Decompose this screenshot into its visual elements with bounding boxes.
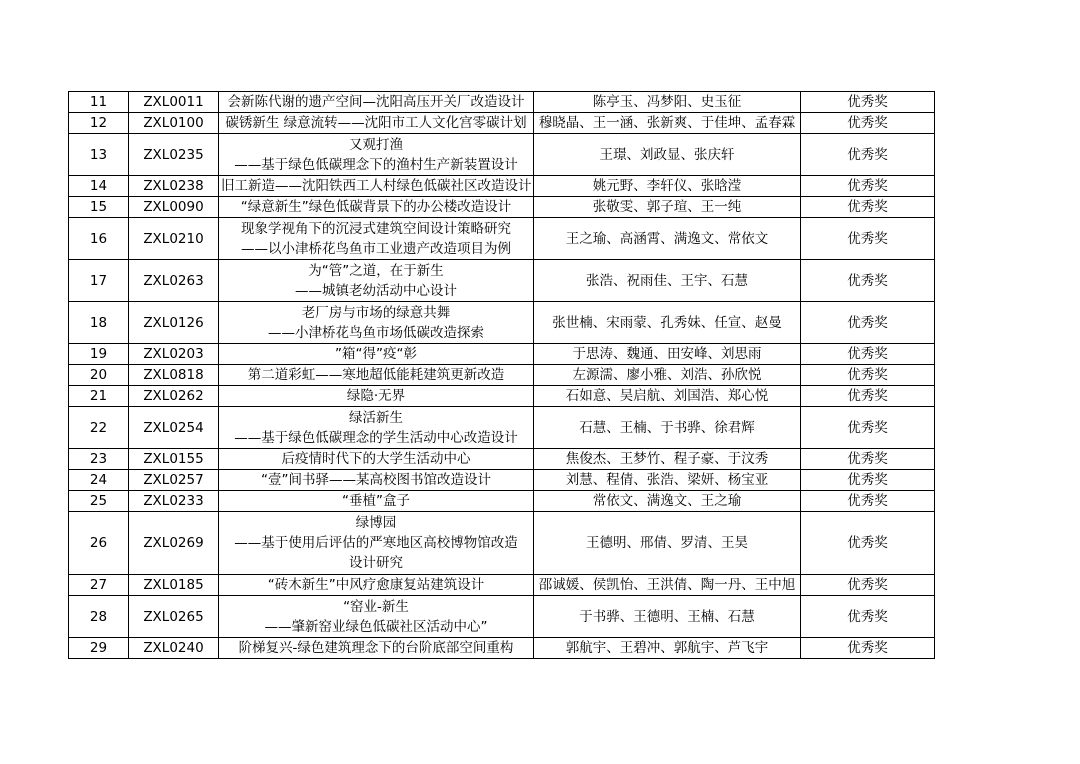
award-level: 优秀奖 (801, 92, 935, 113)
row-number: 16 (69, 218, 129, 260)
table-row (69, 407, 935, 449)
authors: 左源濡、廖小雅、刘浩、孙欣悦 (534, 365, 801, 386)
entry-code: ZXL0235 (129, 134, 219, 176)
project-title-line: “垂植”盒子 (342, 493, 410, 509)
awards-table-body (69, 92, 935, 659)
authors: 石如意、吴启航、刘国浩、郑心悦 (534, 386, 801, 407)
project-title (219, 470, 534, 491)
row-number: 20 (69, 365, 129, 386)
authors: 于思涛、魏通、田安峰、刘思雨 (534, 344, 801, 365)
award-level: 优秀奖 (801, 491, 935, 512)
row-number: 21 (69, 386, 129, 407)
project-title (219, 365, 534, 386)
row-number: 11 (69, 92, 129, 113)
authors: 张浩、祝雨佳、王宇、石慧 (534, 260, 801, 302)
project-title (219, 260, 534, 302)
table-row (69, 197, 935, 218)
project-title-line: 老厂房与市场的绿意共舞 (301, 304, 451, 321)
row-number: 22 (69, 407, 129, 449)
row-number: 24 (69, 470, 129, 491)
entry-code: ZXL0269 (129, 512, 219, 575)
authors: 张敬雯、郭子瑄、王一纯 (534, 197, 801, 218)
project-title-line: 现象学视角下的沉浸式建筑空间设计策略研究 (241, 220, 511, 237)
project-title-line: 设计研究 (349, 555, 403, 571)
project-title-line: 绿博园 (355, 515, 397, 531)
authors: 姚元野、李轩仪、张晗滢 (534, 176, 801, 197)
award-level: 优秀奖 (801, 260, 935, 302)
awards-table (68, 91, 935, 659)
row-number: 26 (69, 512, 129, 575)
row-number: 27 (69, 575, 129, 596)
entry-code: ZXL0262 (129, 386, 219, 407)
row-number: 18 (69, 302, 129, 344)
row-number: 13 (69, 134, 129, 176)
entry-code: ZXL0240 (129, 638, 219, 659)
entry-code: ZXL0238 (129, 176, 219, 197)
project-title-line: 旧工新造——沈阳铁西工人村绿色低碳社区改造设计 (221, 178, 532, 194)
project-title-line: ——城镇老幼活动中心设计 (295, 282, 457, 299)
project-title (219, 134, 534, 176)
table-row (69, 134, 935, 176)
table-row (69, 512, 935, 575)
authors: 穆晓晶、王一涵、张新爽、于佳坤、孟春霖 (534, 113, 801, 134)
award-level: 优秀奖 (801, 575, 935, 596)
authors: 陈亭玉、冯梦阳、史玉征 (534, 92, 801, 113)
entry-code: ZXL0210 (129, 218, 219, 260)
table-row (69, 470, 935, 491)
award-level: 优秀奖 (801, 470, 935, 491)
entry-code: ZXL0100 (129, 113, 219, 134)
award-level: 优秀奖 (801, 176, 935, 197)
row-number: 23 (69, 449, 129, 470)
table-row (69, 596, 935, 638)
project-title-line: ——肇新窑业绿色低碳社区活动中心” (264, 618, 488, 635)
project-title-line: 为“管”之道，在于新生 (308, 262, 444, 279)
award-level: 优秀奖 (801, 638, 935, 659)
award-level: 优秀奖 (801, 344, 935, 365)
award-level: 优秀奖 (801, 449, 935, 470)
entry-code: ZXL0155 (129, 449, 219, 470)
row-number: 15 (69, 197, 129, 218)
entry-code: ZXL0185 (129, 575, 219, 596)
authors: 邵诚媛、侯凯怡、王洪倩、陶一丹、王中旭 (534, 575, 801, 596)
project-title-line: 第二道彩虹——寒地超低能耗建筑更新改造 (247, 367, 505, 383)
entry-code: ZXL0090 (129, 197, 219, 218)
award-level: 优秀奖 (801, 218, 935, 260)
row-number: 29 (69, 638, 129, 659)
project-title (219, 92, 534, 113)
project-title-line: 绿活新生 (349, 409, 403, 426)
authors: 王之瑜、高涵霄、满逸文、常依文 (534, 218, 801, 260)
project-title (219, 344, 534, 365)
entry-code: ZXL0011 (129, 92, 219, 113)
authors: 刘慧、程倩、张浩、梁妍、杨宝亚 (534, 470, 801, 491)
row-number: 28 (69, 596, 129, 638)
project-title-line: 会新陈代谢的遗产空间—沈阳高压开关厂改造设计 (227, 94, 525, 110)
table-row (69, 113, 935, 134)
award-level: 优秀奖 (801, 365, 935, 386)
project-title-line: 后疫情时代下的大学生活动中心 (281, 451, 471, 467)
project-title (219, 302, 534, 344)
project-title-line: 又观打渔 (349, 136, 403, 153)
entry-code: ZXL0265 (129, 596, 219, 638)
table-row (69, 638, 935, 659)
row-number: 25 (69, 491, 129, 512)
table-row (69, 449, 935, 470)
row-number: 12 (69, 113, 129, 134)
row-number: 19 (69, 344, 129, 365)
table-row (69, 176, 935, 197)
project-title-line: ”箱“得”疫“彰 (335, 346, 417, 362)
project-title (219, 512, 534, 575)
table-row (69, 92, 935, 113)
authors: 张世楠、宋雨蒙、孔秀妹、任宣、赵曼 (534, 302, 801, 344)
project-title-line: “壹”间书驿——某高校图书馆改造设计 (261, 472, 491, 488)
table-row (69, 365, 935, 386)
project-title (219, 575, 534, 596)
project-title-line: “窑业-新生 (343, 598, 409, 615)
entry-code: ZXL0263 (129, 260, 219, 302)
award-level: 优秀奖 (801, 386, 935, 407)
project-title-line: “绿意新生”绿色低碳背景下的办公楼改造设计 (240, 199, 512, 215)
project-title-line: “砖木新生”中风疗愈康复站建筑设计 (267, 577, 485, 593)
authors: 常依文、满逸文、王之瑜 (534, 491, 801, 512)
table-row (69, 575, 935, 596)
award-level: 优秀奖 (801, 134, 935, 176)
project-title-line: ——小津桥花鸟鱼市场低碳改造探索 (268, 324, 484, 341)
award-level: 优秀奖 (801, 113, 935, 134)
table-row (69, 491, 935, 512)
project-title-line: ——基于绿色低碳理念的学生活动中心改造设计 (234, 429, 518, 446)
project-title (219, 197, 534, 218)
project-title-line: 绿隐·无界 (346, 388, 406, 404)
entry-code: ZXL0203 (129, 344, 219, 365)
project-title-line: ——以小津桥花鸟鱼市工业遗产改造项目为例 (241, 240, 511, 257)
authors: 石慧、王楠、于书骅、徐君辉 (534, 407, 801, 449)
entry-code: ZXL0126 (129, 302, 219, 344)
award-level: 优秀奖 (801, 302, 935, 344)
authors: 郭航宇、王碧冲、郭航宇、芦飞宇 (534, 638, 801, 659)
project-title (219, 176, 534, 197)
award-level: 优秀奖 (801, 596, 935, 638)
project-title (219, 218, 534, 260)
award-level: 优秀奖 (801, 407, 935, 449)
authors: 王德明、邢倩、罗清、王昊 (534, 512, 801, 575)
entry-code: ZXL0818 (129, 365, 219, 386)
project-title (219, 449, 534, 470)
project-title (219, 407, 534, 449)
authors: 于书骅、王德明、王楠、石慧 (534, 596, 801, 638)
award-level: 优秀奖 (801, 197, 935, 218)
authors: 焦俊杰、王梦竹、程子豪、于汶秀 (534, 449, 801, 470)
project-title-line: ——基于使用后评估的严寒地区高校博物馆改造 (234, 535, 518, 551)
row-number: 17 (69, 260, 129, 302)
project-title (219, 491, 534, 512)
table-row (69, 386, 935, 407)
table-row (69, 260, 935, 302)
project-title-line: 阶梯复兴-绿色建筑理念下的台阶底部空间重构 (238, 640, 514, 656)
project-title (219, 596, 534, 638)
project-title-line: 碳锈新生 绿意流转——沈阳市工人文化宫零碳计划 (225, 115, 527, 131)
table-row (69, 344, 935, 365)
project-title-line: ——基于绿色低碳理念下的渔村生产新装置设计 (234, 156, 518, 173)
project-title (219, 386, 534, 407)
project-title (219, 638, 534, 659)
authors: 王璟、刘政显、张庆轩 (534, 134, 801, 176)
table-row (69, 302, 935, 344)
project-title (219, 113, 534, 134)
entry-code: ZXL0254 (129, 407, 219, 449)
entry-code: ZXL0257 (129, 470, 219, 491)
award-level: 优秀奖 (801, 512, 935, 575)
table-row (69, 218, 935, 260)
entry-code: ZXL0233 (129, 491, 219, 512)
row-number: 14 (69, 176, 129, 197)
